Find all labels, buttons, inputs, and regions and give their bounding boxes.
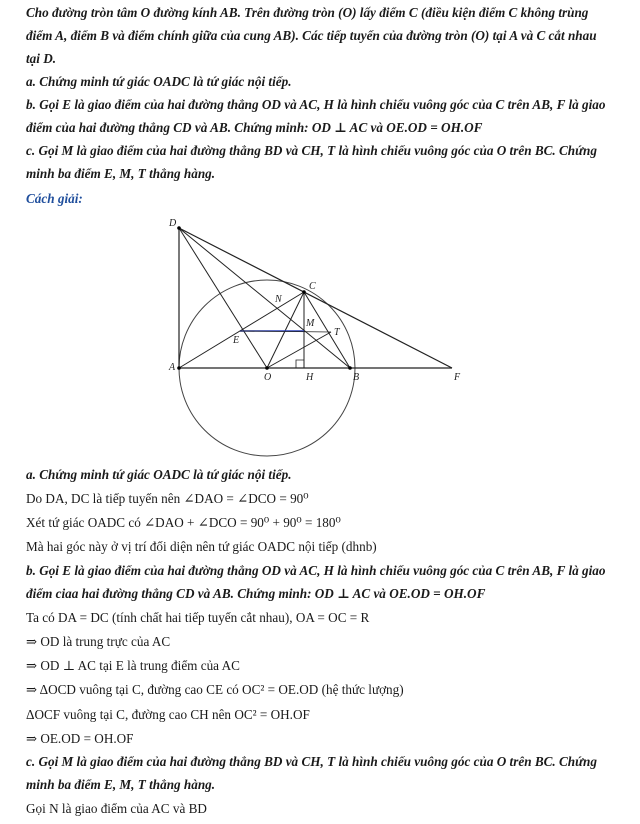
solution-b-heading-2: điểm ciaa hai đường thẳng CD và AB. Chứng minh: OD ⊥ AC và OE.OD = OH.OF xyxy=(26,586,486,601)
point-a xyxy=(177,366,181,370)
geometry-figure xyxy=(160,214,480,466)
solution-c-1: Gọi N là giao điểm của AC và BD xyxy=(26,801,207,816)
solution-b-5: ΔOCF vuông tại C, đường cao CH nên OC² = OH.OF xyxy=(26,707,310,722)
label-e: E xyxy=(233,335,240,346)
line-db xyxy=(179,228,350,368)
label-n: N xyxy=(275,294,282,305)
label-b: B xyxy=(353,372,360,383)
solution-b-1: Ta có DA = DC (tính chất hai tiếp tuyến cắt nhau), OA = OC = R xyxy=(26,610,370,625)
point-o xyxy=(265,366,269,370)
solution-a-1: Do DA, DC là tiếp tuyến nên ∠DAO = ∠DCO = 90⁰ xyxy=(26,491,309,506)
label-t: T xyxy=(334,327,340,338)
problem-part-c-1: c. Gọi M là giao điểm của hai đường thẳng BD và CH, T là hình chiếu vuông góc của O trên BC. Chứng xyxy=(26,143,597,158)
problem-part-b-2: điểm của hai đường thẳng CD và AB. Chứng minh: OD ⊥ AC và OE.OD = OH.OF xyxy=(26,120,483,135)
solution-b-2: ⇒ OD là trung trực của AC xyxy=(26,634,171,649)
solution-a-2: Xét tứ giác OADC có ∠DAO + ∠DCO = 90⁰ + 90⁰ = 180⁰ xyxy=(26,515,341,530)
line-df xyxy=(179,228,452,368)
problem-part-c-2: minh ba điểm E, M, T thẳng hàng. xyxy=(26,166,216,181)
solution-heading: Cách giải: xyxy=(26,191,83,206)
solution-c-heading-1: c. Gọi M là giao điểm của hai đường thẳng BD và CH, T là hình chiếu vuông góc của O trên BC. Chứng xyxy=(26,754,597,769)
solution-a-heading: a. Chứng minh tứ giác OADC là tứ giác nội tiếp. xyxy=(26,467,292,482)
solution-b-4: ⇒ ΔOCD vuông tại C, đường cao CE có OC² = OE.OD (hệ thức lượng) xyxy=(26,682,404,697)
label-h: H xyxy=(306,372,314,383)
label-c: C xyxy=(309,281,316,292)
problem-line-2: điểm A, điểm B và điểm chính giữa của cung AB). Các tiếp tuyến của đường tròn (O) tại A và C cắt nhau xyxy=(26,28,597,43)
label-f: F xyxy=(454,372,461,383)
solution-b-3: ⇒ OD ⊥ AC tại E là trung điểm của AC xyxy=(26,658,240,673)
problem-part-a: a. Chứng minh tứ giác OADC là tứ giác nội tiếp. xyxy=(26,74,292,89)
label-o: O xyxy=(264,372,272,383)
solution-b-6: ⇒ OE.OD = OH.OF xyxy=(26,731,134,746)
label-d: D xyxy=(169,218,177,229)
line-ot xyxy=(267,332,331,368)
point-b xyxy=(348,366,352,370)
label-a: A xyxy=(169,362,176,373)
right-angle-mark xyxy=(296,360,304,368)
point-c xyxy=(302,290,306,294)
problem-line-1: Cho đường tròn tâm O đường kính AB. Trên đường tròn (O) lấy điểm C (điều kiện điểm C không trùng xyxy=(26,5,589,20)
solution-c-heading-2: minh ba điểm E, M, T thẳng hàng. xyxy=(26,777,216,792)
point-d xyxy=(177,226,181,230)
solution-b-heading-1: b. Gọi E là giao điểm của hai đường thẳng OD và AC, H là hình chiếu vuông góc của C trên AB, F là giao xyxy=(26,563,606,578)
line-do xyxy=(179,228,267,368)
label-m: M xyxy=(306,318,315,329)
solution-a-3: Mà hai góc này ở vị trí đối diện nên tứ giác OADC nội tiếp (dhnb) xyxy=(26,539,377,554)
line-et xyxy=(240,331,331,332)
problem-line-3: tại D. xyxy=(26,51,57,66)
problem-part-b-1: b. Gọi E là giao điểm của hai đường thẳng OD và AC, H là hình chiếu vuông góc của C trên AB, F là giao xyxy=(26,97,606,112)
